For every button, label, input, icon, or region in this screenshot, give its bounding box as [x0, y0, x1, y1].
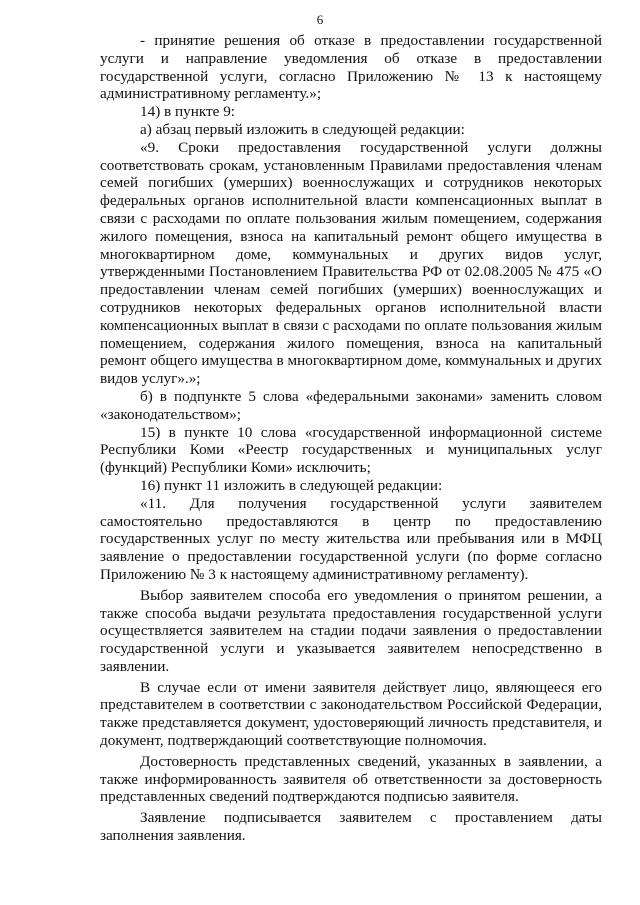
paragraph-notification-choice: Выбор заявителем способа его уведомления о принятом решении, а также способа выдачи результата предоставления государственной услуги осуществляется заявителем на стадии подачи заявления о предоставлении государственной услуги и указывается заявителем непосредственно в заявлении.	[100, 586, 602, 675]
paragraph-item-14: 14) в пункте 9:	[140, 103, 236, 121]
paragraph-item-16: 16) пункт 11 изложить в следующей редакции:	[140, 476, 443, 494]
page-number: 6	[316, 12, 324, 27]
paragraph-signature: Заявление подписывается заявителем с проставлением даты заполнения заявления.	[100, 809, 602, 845]
paragraph-item-15: 15) в пункте 10 слова «государственной информационной системе Республики Коми «Реестр государственных и муниципальных услуг (функций) Республики Коми» исключить;	[100, 423, 602, 477]
paragraph-subitem-b: б) в подпункте 5 слова «федеральными законами» заменить словом «законодательством»;	[100, 387, 602, 423]
paragraph-subitem-a: а) абзац первый изложить в следующей редакции:	[140, 120, 465, 138]
paragraph-clause-9: «9. Сроки предоставления государственной услуги должны соответствовать срокам, установленным Правилами предоставления членам семей погибших (умерших) военнослужащих и сотрудников некоторых федеральных органов исполнительной власти компенсационных выплат в связи с расходами по оплате пользования жилым помещением, содержания жилого помещения, взноса на капитальный ремонт общего имущества в многоквартирном доме, коммунальных и других видов услуг, утвержденными Постановлением Правительства РФ от 02.08.2005 № 475 «О предоставлении членам семей погибших (умерших) военнослужащих и сотрудников некоторых федеральных органов исполнительной власти компенсационных выплат в связи с расходами по оплате пользования жилым помещением, содержания жилого помещения, взноса на капитальный ремонт общего имущества в многоквартирном доме, коммунальных и других видов услуг».»;	[100, 138, 602, 388]
paragraph-refusal-item: - принятие решения об отказе в предоставлении государственной услуги и направление уведомления об отказе в предоставлении государственной услуги, согласно Приложению № 13 к настоящему административному регламенту.»;	[100, 32, 602, 103]
paragraph-representative: В случае если от имени заявителя действует лицо, являющееся его представителем в соответствии с законодательством Российской Федерации, также представляется документ, удостоверяющий личность представителя, и документ, подтверждающий соответствующие полномочия.	[100, 678, 602, 750]
document-body	[100, 32, 602, 845]
paragraph-reliability: Достоверность представленных сведений, указанных в заявлении, а также информированность заявителя об ответственности за достоверность представленных сведений подтверждаются подписью заявителя.	[100, 752, 602, 806]
paragraph-clause-11: «11. Для получения государственной услуги заявителем самостоятельно предоставляются в центр по предоставлению государственных услуг по месту жительства или пребывания или в МФЦ заявление о предоставлении государственной услуги (по форме согласно Приложению № 3 к настоящему административному регламенту).	[100, 494, 602, 583]
